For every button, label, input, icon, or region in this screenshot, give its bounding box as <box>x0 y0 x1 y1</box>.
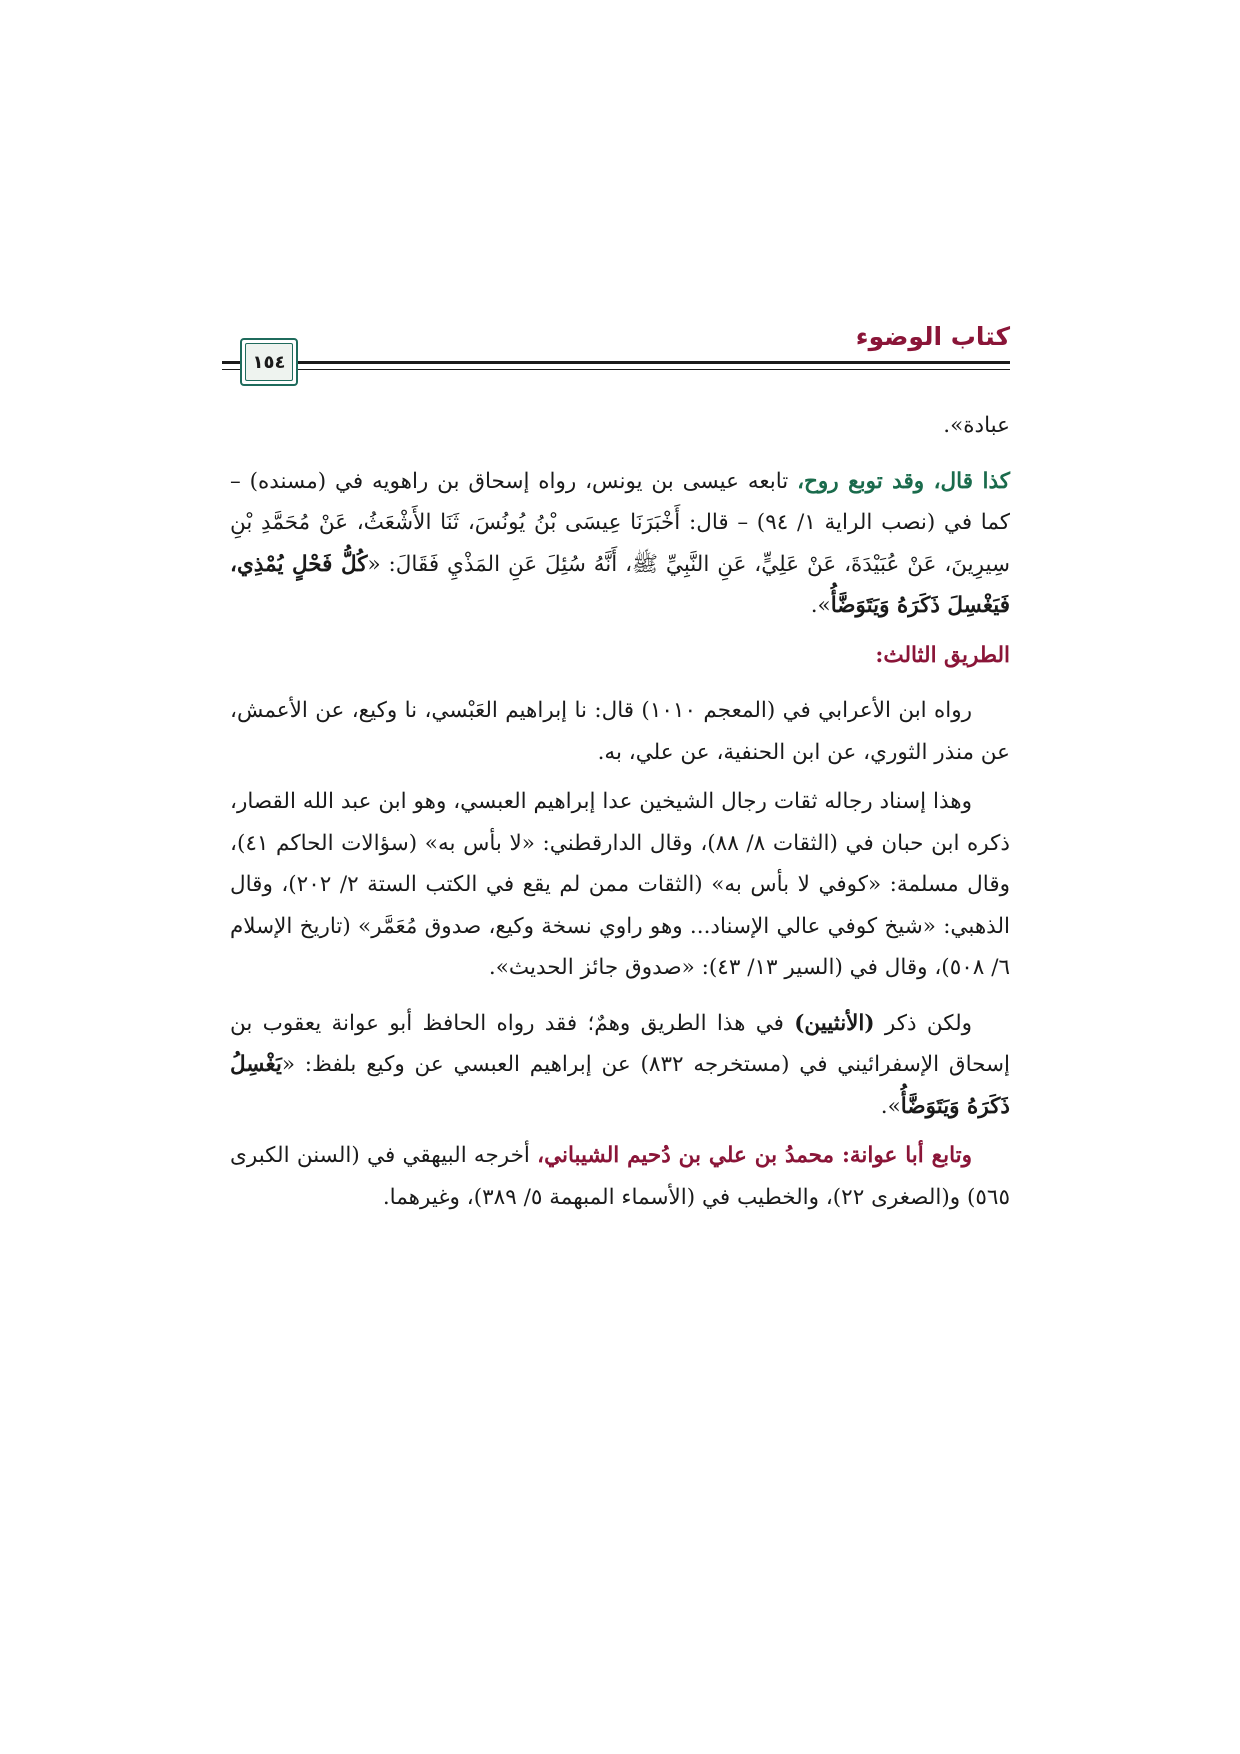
paragraph-first-chain <box>230 461 1010 627</box>
hadith-quote: كُلُّ فَحْلٍ يُمْذِي، فَيَغْسِلَ ذَكَرَهُ وَيَتَوَضَّأُ <box>230 551 1010 618</box>
paragraph-continuation: عبادة». <box>943 413 1010 438</box>
paragraph-text: ». <box>880 1093 901 1119</box>
hadith-quote: يَغْسِلُ ذَكَرَهُ وَيَتَوَضَّأُ <box>230 1052 1010 1119</box>
paragraph-narrator-assessment: وهذا إسناد رجاله ثقات رجال الشيخين عدا إبراهيم العبسي، وهو ابن عبد الله القصار، ذكره ابن حبان في (الثقات ٨/ ٨٨)، وقال الدارقطني: «لا بأس به» (سؤالات الحاكم ٤١)، وقال مسلمة: «كوفي لا بأس به» (الثقات ممن لم يقع في الكتب الستة ٢/ ٢٠٢)، وقال الذهبي: «شيخ كوفي عالي الإسناد... وهو راوي نسخة وكيع، صدوق مُعَمَّر» (تاريخ الإسلام ٦/ ٥٠٨)، وقال في (السير ١٣/ ٤٣): «صدوق جائز الحديث». <box>230 789 1011 980</box>
paragraph-corroboration <box>230 1135 1010 1218</box>
header-rule-thin <box>274 369 1010 370</box>
section-heading: الطريق الثالث: <box>875 642 1010 668</box>
bold-term: (الأنثيين) <box>794 1010 875 1036</box>
paragraph-text: أخرجه البيهقي في (السنن الكبرى ٥٦٥) و(الصغرى ٢٢)، والخطيب في (الأسماء المبهمة ٥/ ٣٨٩)، وغيرهما. <box>230 1143 1010 1210</box>
paragraph-error-note <box>230 1003 1010 1128</box>
page-header <box>230 308 1010 390</box>
paragraph-text: تابعه عيسى بن يونس، رواه إسحاق بن راهويه في (مسنده) – كما في (نصب الراية ١/ ٩٤) – قال: أَخْبَرَنَا عِيسَى بْنُ يُونُسَ، ثَنَا الأَشْعَثُ، عَنْ مُحَمَّدِ بْنِ سِيرِينَ، عَنْ عُبَيْدَةَ، عَنْ عَلِيٍّ، عَنِ النَّبِيِّ ﷺ، أَنَّهُ سُئِلَ عَنِ المَذْيِ فَقَالَ: « <box>230 468 1011 577</box>
paragraph-text: ولكن ذكر <box>874 1010 972 1036</box>
paragraph-text: في هذا الطريق وهمٌ؛ فقد رواه الحافظ أبو عوانة يعقوب بن إسحاق الإسفرائيني في (مستخرجه ٨٣٢) عن إبراهيم العبسي عن وكيع بلفظ: « <box>230 1010 1010 1077</box>
header-rule-thick <box>274 361 1010 364</box>
paragraph-third-chain: رواه ابن الأعرابي في (المعجم ١٠١٠) قال: نا إبراهيم العَبْسي، نا وكيع، عن الأعمش، عن منذر الثوري، عن ابن الحنفية، عن علي، به. <box>230 698 1010 765</box>
paragraph-text: ». <box>810 593 831 618</box>
page-number-badge <box>240 338 298 386</box>
paragraph-lead: كذا قال، وقد توبع روح، <box>797 468 1010 494</box>
book-title: كتاب الوضوء <box>855 322 1010 351</box>
page-content <box>230 405 1010 1218</box>
page-number: ١٥٤ <box>245 343 293 381</box>
paragraph-lead: وتابع أبا عوانة: محمدُ بن علي بن دُحيم الشيباني، <box>537 1143 972 1168</box>
